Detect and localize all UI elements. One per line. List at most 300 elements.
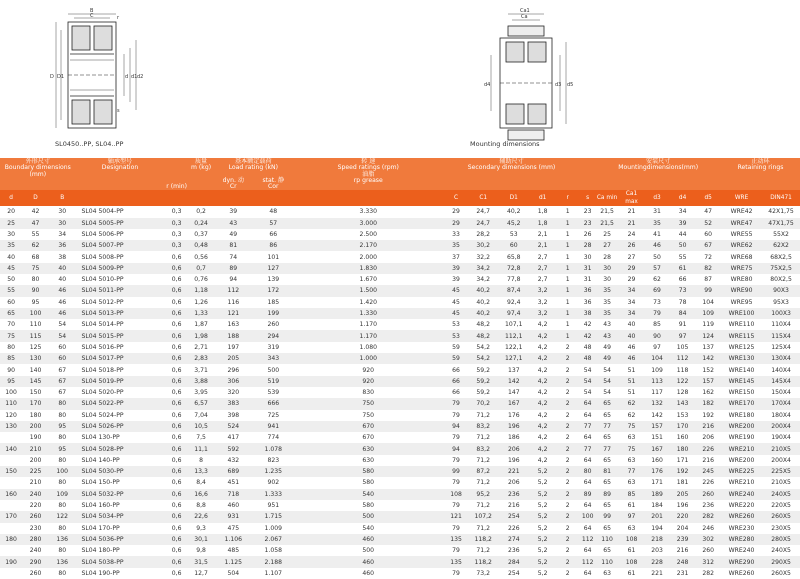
table-cell: 107,2 — [469, 511, 498, 522]
table-cell: 59,2 — [469, 376, 498, 387]
table-cell: SL04 5022-PP — [76, 398, 165, 409]
col-D: D — [22, 190, 49, 206]
table-cell: WRE220 — [728, 502, 755, 510]
header-secondary: 辅助尺寸 Secondary dimensions (mm) — [443, 158, 580, 178]
table-cell: 75 — [619, 443, 645, 454]
table-cell: 135 — [443, 534, 469, 545]
table-cell: 725 — [267, 411, 280, 419]
table-cell: SL04 5009-PP — [76, 263, 165, 274]
table-cell: 1.420 — [359, 298, 377, 306]
table-cell: 46 — [627, 343, 636, 351]
table-cell: 0,6 — [171, 321, 182, 329]
table-cell: 105 — [676, 343, 689, 351]
table-cell: 68 — [31, 253, 40, 261]
table-cell: 9,8 — [196, 547, 206, 555]
table-cell: 171 — [676, 456, 689, 464]
table-cell: 1.170 — [359, 321, 377, 329]
table-cell: 109 — [695, 308, 721, 319]
table-cell: 63 — [627, 524, 636, 532]
table-cell: 79 — [452, 456, 460, 464]
table-row — [0, 308, 800, 319]
table-cell: WRE75 — [721, 263, 762, 274]
table-cell: 79 — [452, 502, 460, 510]
table-cell: 170 — [670, 421, 696, 432]
table-cell: 2 — [565, 434, 570, 442]
table-cell: 62 — [619, 398, 645, 409]
table-cell: 108 — [619, 534, 645, 545]
table-cell: 0,6 — [171, 456, 182, 464]
table-cell: 220 — [29, 502, 42, 510]
table-cell: SL04 5020-PP — [81, 389, 124, 397]
col-d5: d5 — [695, 190, 721, 206]
table-cell: 31 — [583, 276, 592, 284]
table-cell: 171 — [651, 479, 663, 487]
table-cell: 36 — [49, 240, 76, 251]
table-cell: 4,2 — [530, 421, 556, 432]
table-cell: 54 — [595, 376, 618, 387]
table-cell: 112,1 — [498, 330, 530, 341]
table-cell: 1,8 — [537, 208, 548, 216]
table-cell: 0,6 — [164, 511, 188, 522]
table-cell: 50 — [670, 240, 696, 251]
table-cell: 290X5 — [762, 556, 800, 567]
table-cell: 113 — [644, 376, 670, 387]
table-cell: 63 — [627, 456, 636, 464]
table-cell: 13,3 — [189, 466, 213, 477]
table-cell: 670 — [362, 434, 375, 442]
table-cell: 77,8 — [506, 276, 521, 284]
table-cell: 231 — [676, 569, 689, 577]
table-cell: WRE200 — [728, 456, 755, 464]
table-cell: 80 — [58, 502, 67, 510]
table-cell: 79 — [443, 398, 469, 409]
table-cell: 44 — [678, 230, 687, 238]
table-cell: 750 — [293, 398, 443, 409]
table-cell: 30,2 — [469, 240, 498, 251]
table-cell: 120 — [5, 411, 17, 419]
table-cell: 75X2,5 — [762, 263, 800, 274]
table-cell: 30 — [58, 208, 67, 216]
table-cell: 0,37 — [194, 230, 208, 238]
table-cell: 0,6 — [171, 253, 182, 261]
table-cell: 580 — [293, 466, 443, 477]
table-cell: 670 — [293, 421, 443, 432]
table-cell: 119 — [702, 321, 714, 329]
table-cell: 40,2 — [476, 298, 490, 306]
table-cell: 25 — [603, 230, 611, 238]
header-dyn: dyn. 动 Cr — [213, 178, 253, 190]
table-cell: 35 — [595, 285, 618, 296]
table-cell: 220 — [670, 511, 696, 522]
table-cell — [0, 545, 22, 556]
table-cell: 4,2 — [530, 330, 556, 341]
table-cell: 216 — [507, 502, 520, 510]
table-cell: 718 — [213, 489, 253, 500]
table-cell: 42 — [580, 330, 596, 341]
table-cell: 3.000 — [293, 218, 443, 229]
table-cell: 5,2 — [537, 547, 548, 555]
table-cell: 282 — [695, 511, 721, 522]
table-cell: 0,6 — [164, 466, 188, 477]
table-cell: 180 — [29, 411, 42, 419]
table-cell: 153 — [676, 411, 689, 419]
col-d3: d3 — [644, 190, 670, 206]
table-cell: 343 — [253, 353, 293, 364]
table-cell: 67 — [695, 240, 721, 251]
table-cell: 130X4 — [762, 353, 800, 364]
table-cell: 112 — [580, 534, 596, 545]
table-cell: 143 — [670, 398, 696, 409]
table-row — [0, 410, 800, 421]
table-cell: 260 — [702, 547, 714, 555]
table-cell: 830 — [362, 389, 375, 397]
table-cell: 0,6 — [171, 389, 182, 397]
table-cell: 1,87 — [194, 321, 208, 329]
table-cell: WRE68 — [730, 253, 753, 261]
table-cell: 100 — [5, 389, 17, 397]
table-cell: 3,2 — [530, 308, 556, 319]
table-cell: WRE240 — [728, 547, 755, 555]
table-cell: 225 — [22, 466, 49, 477]
table-cell: 97 — [619, 511, 645, 522]
table-cell: 64 — [583, 411, 592, 419]
table-cell: 302 — [695, 534, 721, 545]
table-cell: 1,26 — [194, 298, 208, 306]
label-d1-outer: D1 — [57, 74, 65, 80]
table-cell: 220X5 — [771, 502, 791, 510]
header-designation: 轴承型号 Designation — [76, 158, 165, 190]
table-cell: 130 — [0, 421, 22, 432]
table-cell: 48,2 — [469, 330, 498, 341]
table-cell: 95 — [31, 298, 40, 306]
table-cell: WRE190 — [728, 434, 755, 442]
table-cell: SL04 180-PP — [81, 547, 120, 555]
table-cell: 53 — [509, 230, 518, 238]
table-cell: 28 — [603, 253, 611, 261]
table-row — [0, 297, 800, 308]
table-cell: 451 — [227, 479, 240, 487]
header-load: 基本额定载荷 Load rating (kN) — [213, 158, 293, 178]
table-cell: 8 — [199, 456, 203, 464]
table-cell: 30,1 — [189, 534, 213, 545]
table-cell: 941 — [253, 421, 293, 432]
table-cell: 205 — [213, 353, 253, 364]
table-cell: 162 — [702, 389, 714, 397]
table-cell: 3.330 — [359, 208, 377, 216]
table-cell: 28,2 — [476, 230, 490, 238]
table-cell: 112 — [670, 353, 696, 364]
table-cell: 66 — [269, 230, 278, 238]
table-cell: 127,1 — [498, 353, 530, 364]
table-cell: 99 — [595, 511, 618, 522]
table-cell: 10,5 — [189, 421, 213, 432]
table-cell: 91 — [678, 321, 687, 329]
table-cell: 90 — [644, 330, 670, 341]
col-D1: D1 — [498, 190, 530, 206]
table-cell: WRE260 — [728, 569, 755, 577]
table-cell: 200X4 — [762, 421, 800, 432]
label-d-outer: D — [50, 74, 54, 80]
table-cell: 70 — [7, 321, 15, 329]
label-d: d — [125, 74, 129, 80]
table-cell: 160 — [676, 434, 689, 442]
table-cell: WRE230 — [728, 524, 755, 532]
table-cell: 160 — [0, 489, 22, 500]
table-cell: 226 — [695, 443, 721, 454]
table-cell: 8,4 — [196, 479, 206, 487]
table-cell: 51 — [627, 366, 636, 374]
table-cell: 29 — [443, 218, 469, 229]
table-cell: WRE110 — [728, 321, 755, 329]
table-cell: 21,5 — [600, 208, 614, 216]
table-cell: 47X1,75 — [762, 218, 800, 229]
table-cell: 184 — [651, 502, 663, 510]
table-cell: 65 — [603, 411, 611, 419]
label-d5: d5 — [567, 82, 574, 88]
table-cell: 5,2 — [530, 511, 556, 522]
table-cell: 89 — [595, 489, 618, 500]
table-cell: 203 — [651, 547, 663, 555]
table-cell: 110 — [595, 556, 618, 567]
table-cell: 72 — [704, 253, 713, 261]
table-cell: 94 — [229, 276, 238, 284]
table-cell: 1.080 — [359, 343, 377, 351]
table-cell: 204 — [676, 524, 689, 532]
table-cell: 180X4 — [771, 411, 791, 419]
table-row — [0, 285, 800, 296]
table-cell: 296 — [227, 366, 240, 374]
table-cell: 31,5 — [189, 556, 213, 567]
table-cell: 27 — [627, 253, 636, 261]
table-cell: 460 — [227, 502, 240, 510]
table-cell: 79 — [452, 569, 460, 577]
table-cell: 61 — [627, 547, 636, 555]
table-cell: 2,71 — [194, 343, 208, 351]
table-cell: 66 — [443, 376, 469, 387]
table-cell: SL04 130-PP — [81, 434, 120, 442]
table-cell: 80 — [58, 479, 67, 487]
table-cell: 282 — [702, 569, 714, 577]
table-cell: 1,18 — [189, 285, 213, 296]
table-cell: WRE170 — [721, 398, 762, 409]
table-cell: 248 — [670, 556, 696, 567]
table-cell: WRE150 — [728, 389, 755, 397]
table-cell: 70,2 — [469, 398, 498, 409]
table-cell: 1.009 — [264, 524, 282, 532]
table-cell: 4,2 — [537, 343, 548, 351]
table-cell: 27 — [595, 240, 618, 251]
table-row — [0, 364, 800, 375]
table-cell: 60 — [7, 298, 15, 306]
table-cell: 1 — [555, 308, 579, 319]
table-cell: 40 — [619, 330, 645, 341]
table-cell: 62 — [627, 411, 636, 419]
table-cell: 40 — [49, 263, 76, 274]
table-cell: 40 — [58, 276, 67, 284]
table-cell: 42X1,75 — [768, 208, 794, 216]
table-cell: 80 — [49, 398, 76, 409]
table-cell: 312 — [695, 556, 721, 567]
table-cell: 87 — [704, 276, 713, 284]
table-cell: 42 — [31, 208, 40, 216]
table-cell: 196 — [507, 456, 520, 464]
table-cell: 188 — [213, 330, 253, 341]
table-cell: 0,6 — [164, 534, 188, 545]
table-cell: 0,6 — [164, 330, 188, 341]
table-cell: 81 — [595, 466, 618, 477]
table-cell: 75 — [22, 263, 49, 274]
table-cell: 125 — [29, 343, 42, 351]
table-cell: 43 — [603, 321, 611, 329]
table-cell — [0, 477, 22, 488]
table-cell: 0,24 — [189, 218, 213, 229]
table-cell: 4,2 — [530, 353, 556, 364]
table-cell: 157 — [644, 421, 670, 432]
table-cell: 45 — [452, 298, 460, 306]
table-cell: 5,2 — [537, 502, 548, 510]
table-cell: 0,6 — [164, 398, 188, 409]
table-cell: 2,7 — [530, 263, 556, 274]
table-cell: 71,2 — [476, 411, 490, 419]
col-C: C — [443, 190, 469, 206]
table-cell: 228 — [644, 556, 670, 567]
table-cell: 46 — [58, 298, 67, 306]
table-cell: 3,71 — [194, 366, 208, 374]
table-cell: 580 — [362, 479, 375, 487]
table-cell: 108 — [619, 556, 645, 567]
col-wre: WRE — [721, 190, 762, 206]
table-cell: 54 — [49, 330, 76, 341]
table-cell: 504 — [227, 569, 240, 577]
table-cell: 67 — [49, 376, 76, 387]
table-cell: WRE90 — [721, 285, 762, 296]
table-cell: 0,6 — [164, 353, 188, 364]
table-cell: SL04 5006-PP — [81, 230, 124, 238]
table-cell: 432 — [227, 456, 240, 464]
table-cell: 54 — [583, 389, 592, 397]
table-cell: 3,2 — [537, 298, 548, 306]
table-cell: 39 — [452, 276, 460, 284]
table-cell: 29 — [627, 276, 636, 284]
table-cell: 28 — [580, 240, 596, 251]
table-cell: 85 — [653, 321, 661, 329]
table-cell: 230 — [29, 524, 42, 532]
table-cell: 59,2 — [476, 366, 490, 374]
table-cell: 23 — [583, 208, 592, 216]
right-bearing-drawing — [491, 14, 566, 140]
table-cell: 1 — [555, 263, 579, 274]
table-cell: 122 — [670, 376, 696, 387]
table-cell: 280 — [22, 534, 49, 545]
table-body — [0, 206, 800, 579]
caption-right: Mounting dimensions — [470, 140, 540, 148]
table-cell: 30 — [49, 218, 76, 229]
table-cell: 2 — [565, 456, 570, 464]
table-cell: SL04 5012-PP — [81, 298, 124, 306]
table-row — [0, 432, 800, 443]
table-cell: 180 — [0, 534, 22, 545]
table-cell: 774 — [267, 434, 280, 442]
table-cell: 37 — [452, 253, 460, 261]
table-cell: 95,2 — [469, 489, 498, 500]
table-row — [0, 534, 800, 545]
table-cell: 31 — [580, 263, 596, 274]
table-cell: 64 — [583, 569, 592, 577]
table-cell: 182 — [695, 398, 721, 409]
table-cell: 118,2 — [469, 556, 498, 567]
table-cell: 0,6 — [164, 443, 188, 454]
table-cell: 524 — [213, 421, 253, 432]
table-cell: 666 — [253, 398, 293, 409]
left-bearing-drawing — [56, 14, 136, 128]
table-row — [0, 376, 800, 387]
table-cell: 61 — [627, 569, 636, 577]
table-cell: 200X4 — [771, 456, 791, 464]
table-cell: 115X4 — [762, 330, 800, 341]
table-cell: 60 — [58, 343, 67, 351]
table-cell: 0,6 — [164, 308, 188, 319]
table-cell: 200 — [29, 456, 42, 464]
table-cell: 66 — [678, 276, 687, 284]
table-cell: 84 — [670, 308, 696, 319]
table-cell: 104 — [644, 353, 670, 364]
table-cell: 239 — [670, 534, 696, 545]
table-cell: 25 — [0, 218, 22, 229]
table-cell: 63 — [627, 434, 636, 442]
table-cell: 64 — [583, 456, 592, 464]
table-cell: 54 — [580, 376, 596, 387]
table-cell: 2,1 — [530, 240, 556, 251]
table-cell: 3,2 — [530, 285, 556, 296]
table-cell: 142 — [498, 376, 530, 387]
table-cell: 240 — [22, 489, 49, 500]
table-cell: WRE115 — [721, 330, 762, 341]
table-cell: 260X5 — [762, 511, 800, 522]
table-cell: 1 — [565, 230, 570, 238]
header-mass: 质量 m (kg) — [189, 158, 213, 190]
table-cell: 920 — [362, 366, 375, 374]
table-cell: 48,2 — [476, 321, 490, 329]
table-cell: 2 — [555, 353, 579, 364]
table-cell: 2.170 — [293, 240, 443, 251]
table-cell: 2 — [565, 547, 570, 555]
table-cell: 2 — [565, 502, 570, 510]
table-cell: 100 — [22, 308, 49, 319]
table-cell: 294 — [253, 330, 293, 341]
table-cell: 205 — [670, 489, 696, 500]
table-cell: 79 — [452, 524, 460, 532]
table-row — [0, 523, 800, 534]
table-cell: 136 — [49, 556, 76, 567]
table-cell: 39 — [443, 263, 469, 274]
table-cell: 2.067 — [253, 534, 293, 545]
col-C1: C1 — [469, 190, 498, 206]
table-cell: 1.170 — [293, 330, 443, 341]
label-ca: Ca — [521, 14, 528, 20]
table-cell: 1 — [565, 276, 570, 284]
table-cell: 0,3 — [171, 230, 182, 238]
table-cell: 92,4 — [506, 298, 521, 306]
table-cell: 34 — [627, 298, 636, 306]
table-cell: 1 — [565, 298, 570, 306]
table-cell: 64 — [583, 479, 592, 487]
table-cell: 176 — [644, 466, 670, 477]
table-cell: 80X2,5 — [770, 276, 792, 284]
table-cell: 35 — [0, 240, 22, 251]
table-cell: 951 — [267, 502, 280, 510]
table-cell: 160 — [651, 456, 663, 464]
table-cell: 65,8 — [506, 253, 521, 261]
